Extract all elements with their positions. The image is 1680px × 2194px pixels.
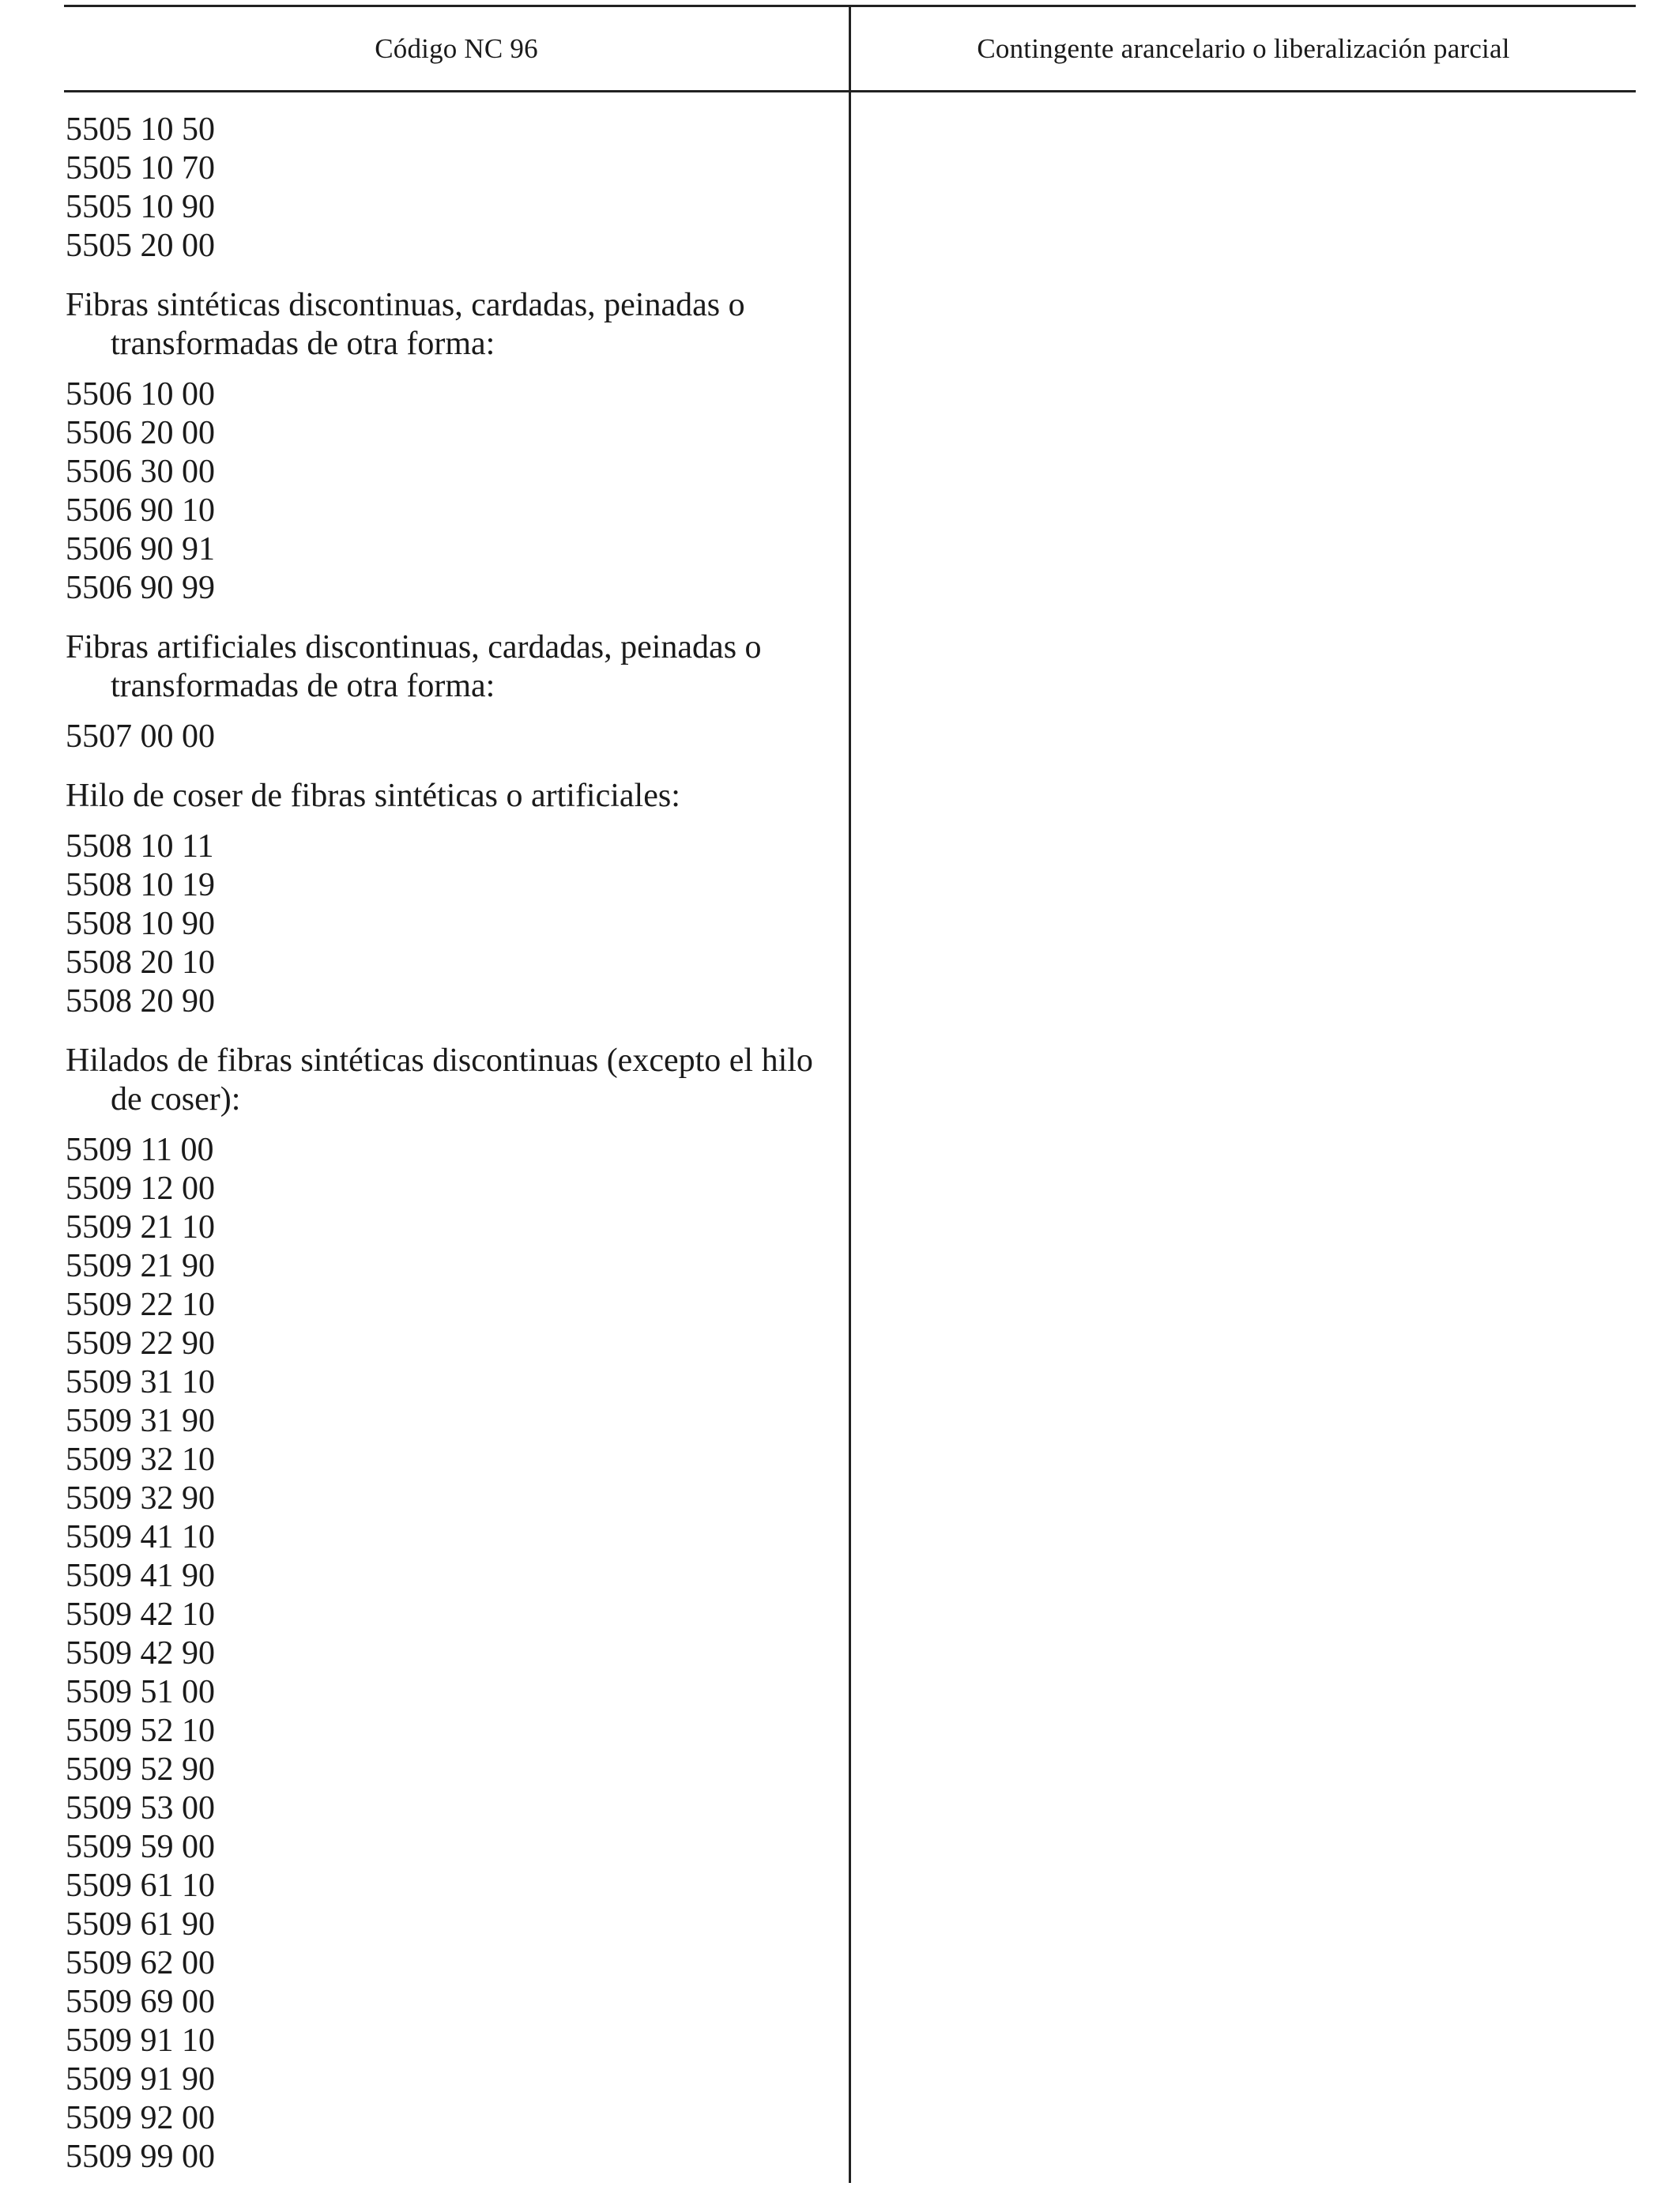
nc-code: 5509 62 00 (66, 1945, 215, 1981)
nc-code: 5509 91 90 (66, 2061, 215, 2098)
nc-code: 5509 42 90 (66, 1635, 215, 1672)
nc-code: 5506 90 10 (66, 492, 215, 529)
nc-code: 5509 32 90 (66, 1480, 215, 1517)
section-block (66, 1042, 836, 2177)
nc-code: 5508 10 11 (66, 828, 214, 865)
column-header-code: Código NC 96 (375, 32, 538, 64)
nc-code: 5506 90 99 (66, 570, 215, 606)
nc-code: 5507 00 00 (66, 718, 215, 755)
nc-code: 5509 61 90 (66, 1906, 215, 1943)
nc-code: 5509 51 00 (66, 1674, 215, 1710)
nc-code: 5506 30 00 (66, 454, 215, 490)
nc-code: 5509 59 00 (66, 1829, 215, 1865)
nc-code: 5509 31 10 (66, 1364, 215, 1400)
nc-code: 5505 10 90 (66, 189, 215, 225)
nc-code: 5509 41 90 (66, 1558, 215, 1594)
nc-code: 5509 11 00 (66, 1132, 214, 1168)
nc-code: 5509 31 90 (66, 1403, 215, 1439)
code-column (66, 111, 836, 2177)
nc-code: 5509 52 10 (66, 1713, 215, 1749)
nc-code: 5508 10 90 (66, 906, 215, 942)
nc-code: 5505 20 00 (66, 228, 215, 264)
nc-code: 5509 61 10 (66, 1868, 215, 1904)
nc-code: 5509 53 00 (66, 1790, 215, 1826)
nc-code: 5509 99 00 (66, 2139, 215, 2175)
nc-code: 5509 91 10 (66, 2022, 215, 2059)
nc-code: 5509 52 90 (66, 1751, 215, 1788)
section-block (66, 286, 836, 608)
nc-code: 5509 12 00 (66, 1171, 215, 1207)
nc-code: 5508 20 90 (66, 983, 215, 1020)
nc-code: 5509 92 00 (66, 2100, 215, 2136)
section-heading: Fibras sintéticas discontinuas, cardadas, peinadas o transformadas de otra forma: (66, 287, 745, 362)
nc-code: 5509 41 10 (66, 1519, 215, 1555)
section-heading: Fibras artificiales discontinuas, cardadas, peinadas o transformadas de otra forma: (66, 629, 762, 704)
section-block (66, 111, 836, 266)
section-heading: Hilo de coser de fibras sintéticas o artificiales: (66, 778, 680, 814)
section-block (66, 628, 836, 756)
nc-code: 5506 10 00 (66, 376, 215, 413)
column-header-quota: Contingente arancelario o liberalización parcial (977, 32, 1510, 64)
nc-code: 5505 10 50 (66, 111, 215, 148)
column-divider (849, 5, 851, 2183)
section-heading: Hilados de fibras sintéticas discontinuas (excepto el hilo de coser): (66, 1042, 813, 1118)
nc-code: 5506 90 91 (66, 531, 215, 567)
section-block (66, 777, 836, 1021)
nc-code: 5509 21 10 (66, 1209, 215, 1246)
nc-code: 5509 32 10 (66, 1442, 215, 1478)
nc-code: 5509 22 90 (66, 1325, 215, 1362)
nc-code: 5509 21 90 (66, 1248, 215, 1284)
nc-code: 5508 10 19 (66, 867, 215, 903)
nc-code: 5506 20 00 (66, 415, 215, 451)
nc-code: 5509 69 00 (66, 1984, 215, 2020)
nc-code: 5509 22 10 (66, 1287, 215, 1323)
nc-code: 5508 20 10 (66, 944, 215, 981)
nc-code: 5505 10 70 (66, 150, 215, 187)
nc-code: 5509 42 10 (66, 1596, 215, 1633)
